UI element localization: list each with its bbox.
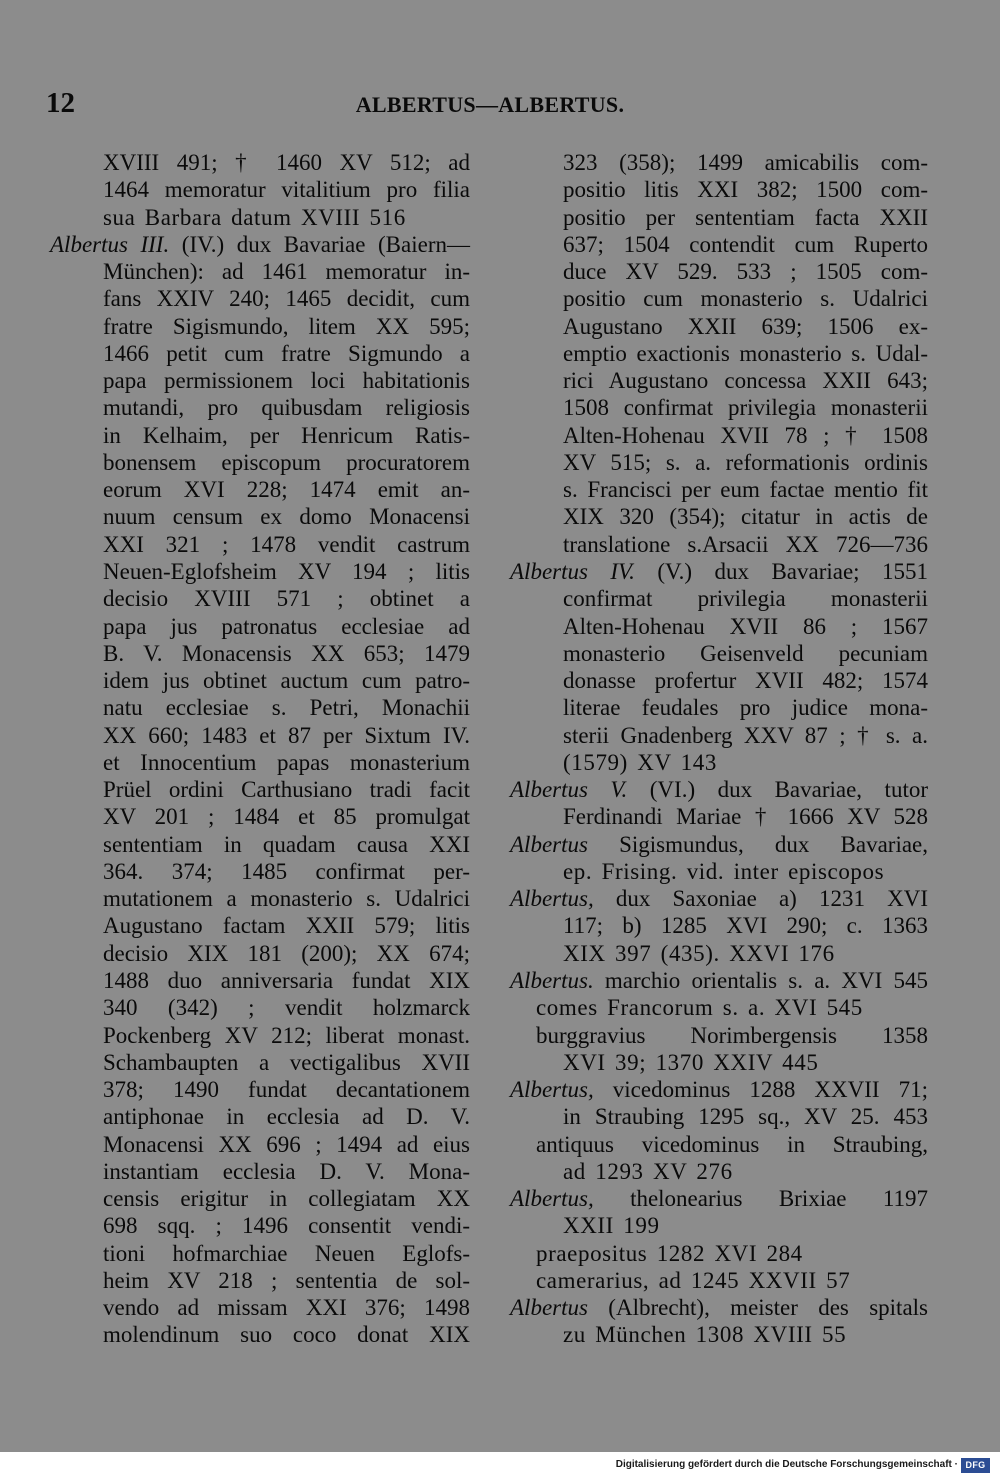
text-line: Ferdinandi Mariae † 1666 XV 528 <box>563 804 928 830</box>
text-line: in Kelhaim, per Henricum Ratis- <box>103 422 470 448</box>
text-line: XXII 199 <box>563 1213 660 1239</box>
text-line: XV 515; s. a. reformationis ordinis <box>563 449 928 475</box>
text-line: 340 (342) ; vendit holzmarck <box>103 995 470 1021</box>
entry-heading: Albertus <box>510 1295 588 1321</box>
text-line: fans XXIV 240; 1465 decidit, cum <box>103 286 470 312</box>
text-line: papa permissionem loci habitationis <box>103 368 470 394</box>
entry-text: (IV.) dux Bavariae (Baiern— <box>181 231 470 257</box>
text-line: XVIII 491; † 1460 XV 512; ad <box>103 150 470 175</box>
text-line: nuum censum ex domo Monacensi <box>103 504 470 530</box>
text-line: Augustano XXII 639; 1506 ex- <box>563 313 928 339</box>
text-line: decisio XVIII 571 ; obtinet a <box>103 586 470 612</box>
entry-heading: Albertus, <box>510 1077 594 1103</box>
text-line: 117; b) 1285 XVI 290; c. 1363 <box>563 913 928 939</box>
text-line: monasterio Geisenveld pecuniam <box>563 640 928 666</box>
text-line: zu München 1308 XVIII 55 <box>563 1322 847 1348</box>
footer-credit: Digitalisierung gefördert durch die Deutsche Forschungsgemeinschaft · <box>615 1459 958 1470</box>
entry-text: vicedominus 1288 XXVII 71; <box>612 1077 929 1103</box>
text-line: 1466 petit cum fratre Sigmundo a <box>103 340 470 366</box>
text-line: heim XV 218 ; sententia de sol- <box>103 1267 470 1293</box>
entry-line <box>510 885 928 912</box>
text-line: 1464 memoratur vitalitium pro filia <box>103 177 470 203</box>
text-line: fratre Sigismundo, litem XX 595; <box>103 313 470 339</box>
sub-entry-line: comes Francorum s. a. XVI 545 <box>536 995 863 1021</box>
text-line: emptio exactionis monasterio s. Udal- <box>563 340 928 366</box>
text-line: s. Francisci per eum factae mentio fit <box>563 477 928 503</box>
dfg-logo: DFG <box>961 1458 990 1473</box>
text-line: Schambaupten a vectigalibus XVII <box>103 1049 470 1075</box>
entry-text: (VI.) dux Bavariae, tutor <box>649 777 928 803</box>
text-line: mutandi, pro quibusdam religiosis <box>103 395 470 421</box>
text-line: XV 201 ; 1484 et 85 promulgat <box>103 804 470 830</box>
text-line: sterii Gnadenberg XXV 87 ; † s. a. <box>563 722 928 748</box>
text-line: Augustano factam XXII 579; litis <box>103 913 470 939</box>
entry-text: dux Saxoniae a) 1231 XVI <box>615 886 929 912</box>
left-column <box>50 149 470 1349</box>
text-line: positio per sententiam facta XXII <box>563 204 928 230</box>
page-number: 12 <box>46 87 75 119</box>
entry-heading: Albertus III. <box>50 231 170 257</box>
sub-entry-line: camerarius, ad 1245 XXVII 57 <box>536 1267 851 1293</box>
text-line: Pockenberg XV 212; liberat monast. <box>103 1022 470 1048</box>
text-line: instantiam ecclesia D. V. Mona- <box>103 1158 470 1184</box>
text-line: 364. 374; 1485 confirmat per- <box>103 858 470 884</box>
text-line: XVI 39; 1370 XXIV 445 <box>563 1049 819 1075</box>
entry-heading: Albertus V. <box>510 777 628 803</box>
entry-line <box>510 831 928 858</box>
text-line: XIX 320 (354); citatur in actis de <box>563 504 928 530</box>
text-line: tioni hofmarchiae Neuen Eglofs- <box>103 1240 470 1266</box>
entry-heading: Albertus. <box>510 967 594 993</box>
sub-entry-line: antiquus vicedominus in Straubing, <box>536 1131 928 1157</box>
text-line: München): ad 1461 memoratur in- <box>103 259 470 285</box>
text-line: censis erigitur in collegiatam XX <box>103 1186 470 1212</box>
entry-text: (V.) dux Bavariae; 1551 <box>657 558 929 584</box>
text-line: vendo ad missam XXI 376; 1498 <box>103 1295 470 1321</box>
entry-text: thelonearius Brixiae 1197 <box>630 1186 929 1212</box>
sub-entry-line: praepositus 1282 XVI 284 <box>536 1240 803 1266</box>
entry-line <box>510 1185 928 1212</box>
text-line: sententiam in quadam causa XXI <box>103 831 470 857</box>
entry-text: marchio orientalis s. a. XVI 545 <box>604 967 928 993</box>
text-line: Alten-Hohenau XVII 86 ; 1567 <box>563 613 928 639</box>
text-line: 323 (358); 1499 amicabilis com- <box>563 150 928 175</box>
entry-line <box>510 967 928 994</box>
entry-text: Sigismundus, dux Bavariae, <box>619 831 928 857</box>
text-line: molendinum suo coco donat XIX <box>103 1322 470 1348</box>
text-line: et Innocentium papas monasterium <box>103 749 470 775</box>
entry-line <box>510 1294 928 1321</box>
entry-line <box>50 231 470 258</box>
text-line: confirmat privilegia monasterii <box>563 586 928 612</box>
text-line: eorum XVI 228; 1474 emit an- <box>103 477 470 503</box>
entry-line <box>510 1076 928 1103</box>
entry-heading: Albertus IV. <box>510 558 635 584</box>
text-line: XXI 321 ; 1478 vendit castrum <box>103 531 470 557</box>
text-line: XIX 397 (435). XXVI 176 <box>563 940 835 966</box>
text-line: ep. Frising. vid. inter episcopos <box>563 858 885 884</box>
text-line: 378; 1490 fundat decantationem <box>103 1077 470 1103</box>
text-line: rici Augustano concessa XXII 643; <box>563 368 928 394</box>
text-line: ad 1293 XV 276 <box>563 1158 733 1184</box>
entry-line <box>510 776 928 803</box>
text-line: XX 660; 1483 et 87 per Sixtum IV. <box>103 722 470 748</box>
text-line: B. V. Monacensis XX 653; 1479 <box>103 640 470 666</box>
text-line: 637; 1504 contendit cum Ruperto <box>563 231 928 257</box>
text-line: idem jus obtinet auctum cum patro- <box>103 668 470 694</box>
text-line: positio litis XXI 382; 1500 com- <box>563 177 928 203</box>
text-line: 698 sqq. ; 1496 consentit vendi- <box>103 1213 470 1239</box>
text-line: (1579) XV 143 <box>563 749 717 775</box>
text-line: positio cum monasterio s. Udalrici <box>563 286 928 312</box>
sub-entry-line: burggravius Norimbergensis 1358 <box>536 1022 928 1048</box>
text-line: Alten-Hohenau XVII 78 ; † 1508 <box>563 422 928 448</box>
entry-heading: Albertus, <box>510 886 594 912</box>
text-line: natu ecclesiae s. Petri, Monachii <box>103 695 470 721</box>
text-line: Prüel ordini Carthusiano tradi facit <box>103 777 470 803</box>
text-line: sua Barbara datum XVIII 516 <box>103 204 406 230</box>
entry-text: (Albrecht), meister des spitals <box>608 1295 928 1321</box>
text-line: bonensem episcopum procuratorem <box>103 449 470 475</box>
text-line: translatione s.Arsacii XX 726—736 <box>563 531 928 557</box>
entry-heading: Albertus, <box>510 1186 594 1212</box>
text-line: mutationem a monasterio s. Udalrici <box>103 886 470 912</box>
text-line: 1508 confirmat privilegia monasterii <box>563 395 928 421</box>
entry-line <box>510 558 928 585</box>
text-line: in Straubing 1295 sq., XV 25. 453 <box>563 1104 928 1130</box>
text-line: 1488 duo anniversaria fundat XIX <box>103 967 470 993</box>
text-line: antiphonae in ecclesia ad D. V. <box>103 1104 470 1130</box>
entry-heading: Albertus <box>510 831 588 857</box>
text-line: papa jus patronatus ecclesiae ad <box>103 613 470 639</box>
text-line: duce XV 529. 533 ; 1505 com- <box>563 259 928 285</box>
text-line: donasse profertur XVII 482; 1574 <box>563 668 928 694</box>
running-title: ALBERTUS—ALBERTUS. <box>355 92 625 117</box>
right-column <box>510 149 928 1349</box>
text-line: decisio XIX 181 (200); XX 674; <box>103 940 470 966</box>
text-line: Monacensi XX 696 ; 1494 ad eius <box>103 1131 470 1157</box>
text-line: Neuen-Eglofsheim XV 194 ; litis <box>103 558 470 584</box>
text-line: literae feudales pro judice mona- <box>563 695 928 721</box>
